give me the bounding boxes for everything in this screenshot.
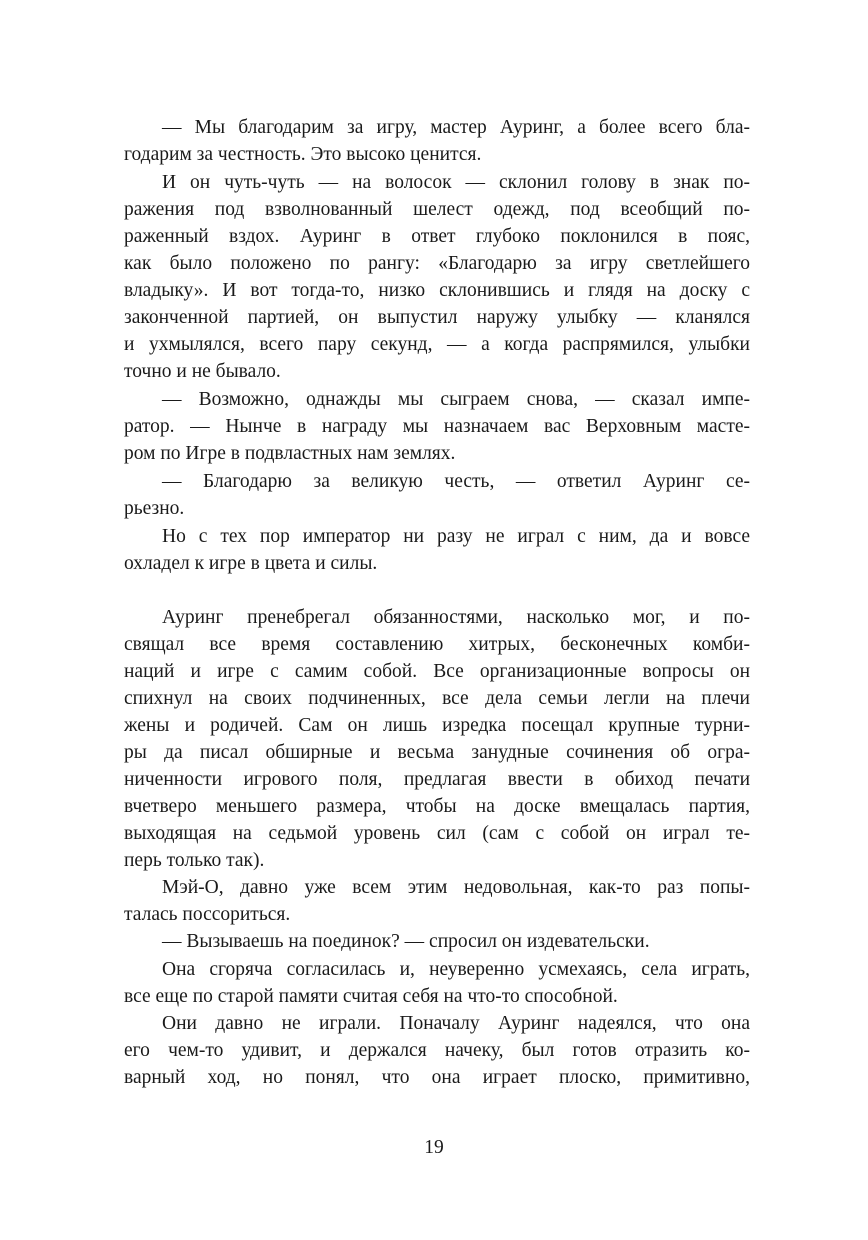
text-line: жены и родичей. Сам он лишь изредка посещал крупные турни- [124,715,750,736]
text-line: спихнул на своих подчиненных, все дела семьи легли на плечи [124,688,750,709]
text-line: все еще по старой памяти считая себя на что-то способной. [124,986,618,1007]
text-line: Но с тех пор император ни разу не играл с ним, да и вовсе [162,526,750,547]
text-line: — Мы благодарим за игру, мастер Ауринг, а более всего бла- [162,117,750,138]
text-line: как было положено по рангу: «Благодарю за игру светлейшего [124,253,750,274]
text-line: — Возможно, однажды мы сыграем снова, — сказал импе- [162,389,750,410]
text-line: наций и игре с самим собой. Все организационные вопросы он [124,661,750,682]
text-line: — Вызываешь на поединок? — спросил он издевательски. [162,931,650,952]
text-line: Мэй-О, давно уже всем этим недовольная, как-то раз попы- [162,877,750,898]
text-line: — Благодарю за великую честь, — ответил Ауринг се- [162,471,750,492]
text-line: владыку». И вот тогда-то, низко склонившись и глядя на доску с [124,280,750,301]
text-line: И он чуть-чуть — на волосок — склонил голову в знак по- [162,172,750,193]
text-line: Ауринг пренебрегал обязанностями, насколько мог, и по- [162,607,750,628]
text-line: годарим за честность. Это высоко ценится. [124,144,482,165]
text-line: рьезно. [124,498,185,519]
text-line: ром по Игре в подвластных нам землях. [124,443,456,464]
text-line: перь только так). [124,850,265,871]
text-line: Она сгоряча согласилась и, неуверенно усмехаясь, села играть, [162,959,750,980]
text-line: Они давно не играли. Поначалу Ауринг надеялся, что она [162,1013,750,1034]
text-line: варный ход, но понял, что она играет плоско, примитивно, [124,1067,750,1088]
text-line: его чем-то удивит, и держался начеку, был готов отразить ко- [124,1040,750,1061]
text-line: талась поссориться. [124,904,291,925]
text-line: законченной партией, он выпустил наружу улыбку — кланялся [124,307,750,328]
text-line: охладел к игре в цвета и силы. [124,553,378,574]
text-line: ры да писал обширные и весьма занудные сочинения об огра- [124,742,750,763]
text-line: точно и не бывало. [124,361,281,382]
text-line: ражения под взволнованный шелест одежд, под всеобщий по- [124,199,750,220]
text-line: ратор. — Нынче в награду мы назначаем вас Верховным масте- [124,416,750,437]
text-line: и ухмылялся, всего пару секунд, — а когда распрямился, улыбки [124,334,750,355]
page-number: 19 [424,1137,444,1158]
text-line: раженный вздох. Ауринг в ответ глубоко поклонился в пояс, [124,226,750,247]
text-line: ниченности игрового поля, предлагая ввести в обиход печати [124,769,750,790]
text-line: свящал все время составлению хитрых, бесконечных комби- [124,634,750,655]
text-line: выходящая на седьмой уровень сил (сам с собой он играл те- [124,823,750,844]
text-line: вчетверо меньшего размера, чтобы на доске вмещалась партия, [124,796,750,817]
